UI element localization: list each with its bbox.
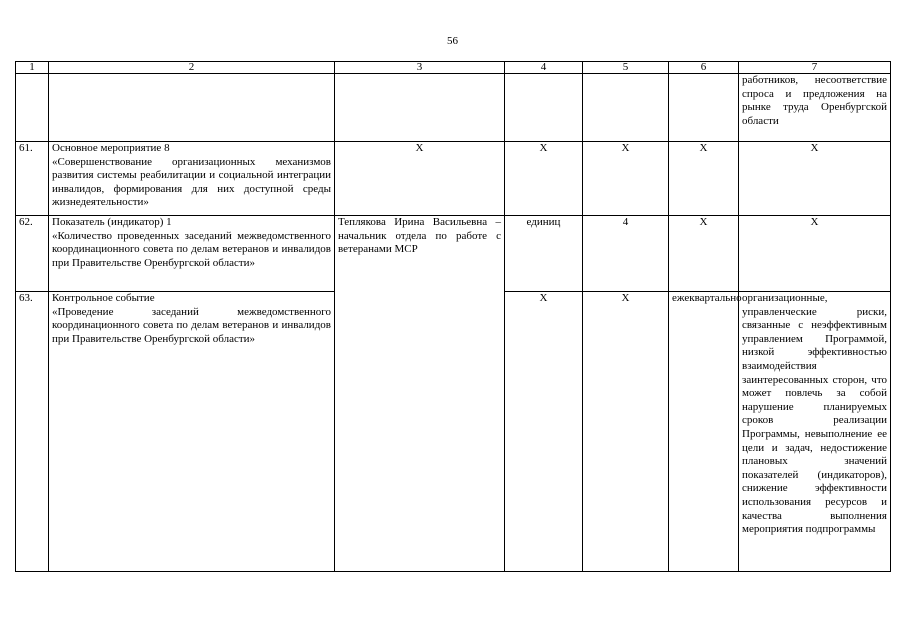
risks-cell: X [739,216,891,292]
event-description: «Проведение заседаний межведомственного координационного совета по делам ветеранов и инвалидов при Правительстве Оренбургской области» [52,305,331,345]
event-title: Показатель (индикатор) 1 [52,216,172,228]
column-number: 4 [505,62,583,74]
risks-cell: организационные, управленческие риски, связанные с неэффективным управлением Программой, низкой эффективностью взаимодействия заинтересованных сторон, что может повлечь за собой нарушение планируемых сроков реализации Программы, невыполнение ее цели и задач, недостижение плановых значений показателей (индикаторов), снижение эффективности использования ресурсов и качества выполнения мероприятия подпрограммы [739,292,891,572]
unit-cell: единиц [505,216,583,292]
value-cell: X [583,142,669,216]
risks-cell: X [739,142,891,216]
column-number: 3 [335,62,505,74]
responsible-cell: X [335,142,505,216]
event-cell [49,216,335,292]
column-number: 2 [49,62,335,74]
value-cell: 4 [583,216,669,292]
row-number: 62. [16,216,49,292]
event-description: «Количество проведенных заседаний межведомственного координационного совета по делам ветеранов и инвалидов при Правительстве Оренбургской области» [52,229,331,269]
unit-cell: X [505,292,583,572]
column-number: 7 [739,62,891,74]
event-cell [49,292,335,572]
event-title: Контрольное событие [52,292,155,304]
row-number [16,74,49,142]
event-title: Основное мероприятие 8 [52,142,170,154]
table-row [16,216,891,292]
period-cell [669,74,739,142]
responsible-cell: Теплякова Ирина Васильевна – начальник отдела по работе с ветеранами МСР [335,216,505,572]
responsible-cell [335,74,505,142]
table-row [16,74,891,142]
page-number: 56 [447,35,458,47]
event-cell [49,142,335,216]
column-number: 1 [16,62,49,74]
period-cell: ежеквартально [669,292,739,572]
unit-cell: X [505,142,583,216]
period-cell: X [669,216,739,292]
event-description: «Совершенствование организационных механизмов развития системы реабилитации и социальной интеграции инвалидов, формирования для них доступной среды жизнедеятельности» [52,155,331,209]
row-number: 63. [16,292,49,572]
unit-cell [505,74,583,142]
column-number-row [16,62,891,74]
value-cell [583,74,669,142]
measures-table [15,61,891,572]
risks-cell: работников, несоответствие спроса и предложения на рынке труда Оренбургской области [739,74,891,142]
period-cell: X [669,142,739,216]
row-number: 61. [16,142,49,216]
table-row [16,142,891,216]
column-number: 6 [669,62,739,74]
column-number: 5 [583,62,669,74]
event-cell [49,74,335,142]
value-cell: X [583,292,669,572]
